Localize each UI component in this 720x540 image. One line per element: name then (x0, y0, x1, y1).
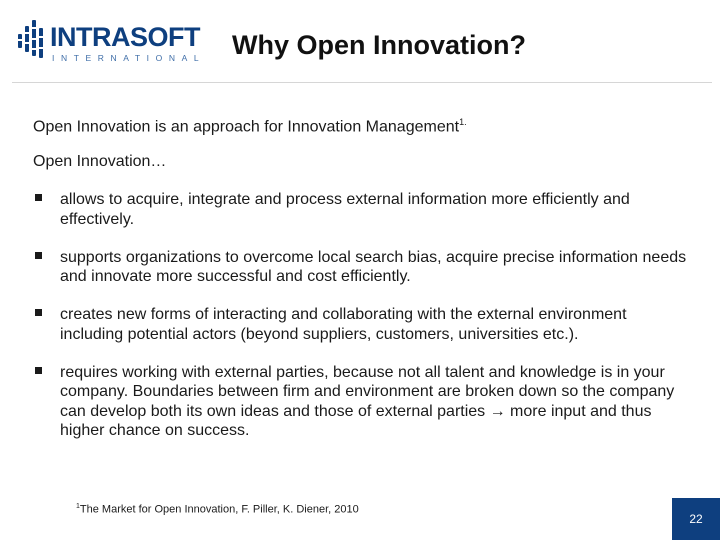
lead-text: Open Innovation… (33, 153, 167, 170)
bullet-item (33, 363, 688, 441)
bullet-list (33, 190, 688, 459)
intro-footnote-marker: 1. (459, 117, 467, 127)
page-number-badge (672, 498, 720, 540)
slide-title: Why Open Innovation? (232, 30, 526, 60)
intro-text: Open Innovation is an approach for Innovation Management (33, 118, 460, 136)
bullet-text: allows to acquire, integrate and process external information more efficiently and effectively. (60, 191, 630, 228)
bullet-text: requires working with external parties, because not all talent and knowledge is in your company. Boundaries between firm and environment are broken down so the company can develop both its own ideas and those of external parties → more input and thus higher chance on success. (60, 363, 675, 439)
bullet-square-icon (35, 194, 42, 201)
bullet-item (33, 248, 688, 287)
footnote-marker: 1 (76, 503, 80, 510)
bullet-item (33, 305, 688, 344)
logo-subtitle: INTERNATIONAL (52, 53, 206, 63)
bullet-item (33, 190, 688, 229)
intrasoft-logo-mark-icon (16, 18, 48, 62)
bullet-square-icon (35, 367, 42, 374)
header-divider (12, 82, 712, 83)
intrasoft-logo (16, 18, 206, 68)
bullet-square-icon (35, 252, 42, 259)
page-number: 22 (689, 512, 703, 526)
bullet-text: supports organizations to overcome local search bias, acquire precise information needs and innovate more successful and cost efficiently. (60, 248, 687, 285)
bullet-text: creates new forms of interacting and collaborating with the external environment including potential actors (beyond suppliers, customers, universities etc.). (60, 306, 627, 343)
footnote (76, 503, 359, 516)
footnote-text: The Market for Open Innovation, F. Piller, K. Diener, 2010 (79, 503, 359, 516)
logo-wordmark: INTRASOFT (50, 22, 200, 52)
bullet-square-icon (35, 309, 42, 316)
intro-line (33, 117, 467, 136)
